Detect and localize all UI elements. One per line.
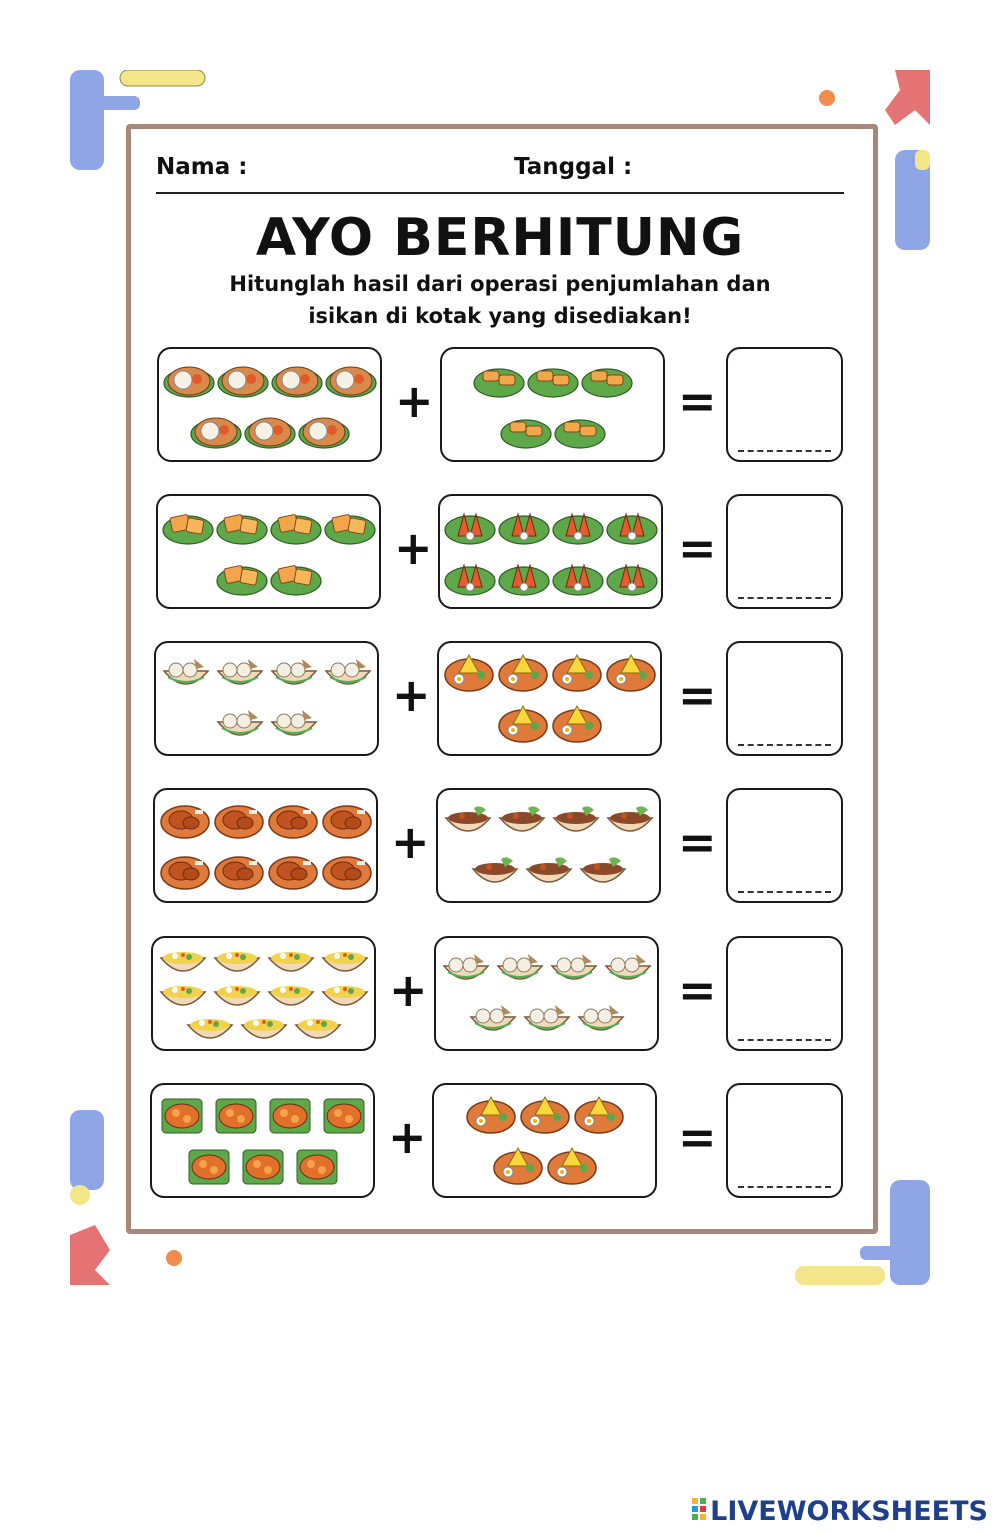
page-title: AYO BERHITUNG (255, 208, 745, 268)
tempe-goreng-icon (270, 506, 322, 546)
row-4-equals-sign: = (678, 815, 717, 869)
ayam-goreng-icon (159, 800, 211, 840)
row-2-equals-sign: = (678, 521, 717, 575)
row-2-plus-sign: + (394, 521, 433, 575)
instruction-line-2: isikan di kotak yang disediakan! (308, 304, 692, 328)
soto-icon (238, 1007, 290, 1047)
udang-goreng-icon (552, 557, 604, 597)
nasi-tumpeng-icon (497, 704, 549, 744)
bakso-icon (214, 704, 266, 744)
row-4-plus-sign: + (391, 815, 430, 869)
gado-gado-icon (318, 1095, 370, 1135)
nasi-tumpeng-icon (492, 1146, 544, 1186)
row-5-equals-sign: = (678, 963, 717, 1017)
gado-gado-icon (183, 1146, 235, 1186)
row-3-equals-sign: = (678, 668, 717, 722)
answer-line (738, 891, 831, 893)
rawon-icon (496, 800, 548, 840)
udang-goreng-icon (498, 557, 550, 597)
ayam-goreng-icon (267, 851, 319, 891)
udang-goreng-icon (606, 506, 658, 546)
answer-line (738, 597, 831, 599)
udang-goreng-icon (552, 506, 604, 546)
bakso-icon (602, 948, 654, 988)
tempe-goreng-icon (216, 557, 268, 597)
row-5-answer-box[interactable] (726, 936, 843, 1051)
row-6-plus-sign: + (388, 1110, 427, 1164)
nasi-uduk-icon (271, 359, 323, 399)
liveworksheets-brand: LIVEWORKSHEETS (710, 1496, 988, 1527)
lemper-icon (554, 410, 606, 450)
header-divider (156, 192, 844, 194)
nasi-uduk-icon (163, 359, 215, 399)
tempe-goreng-icon (324, 506, 376, 546)
nasi-tumpeng-icon (551, 704, 603, 744)
gado-gado-icon (156, 1095, 208, 1135)
bakso-icon (575, 999, 627, 1039)
answer-line (738, 450, 831, 452)
bakso-icon (322, 653, 374, 693)
bakso-icon (548, 948, 600, 988)
bakso-icon (467, 999, 519, 1039)
answer-line (738, 1039, 831, 1041)
rawon-icon (469, 851, 521, 891)
bakso-icon (160, 653, 212, 693)
ayam-goreng-icon (321, 800, 373, 840)
row-1-answer-box[interactable] (726, 347, 843, 462)
bakso-icon (521, 999, 573, 1039)
nasi-uduk-icon (190, 410, 242, 450)
nasi-tumpeng-icon (546, 1146, 598, 1186)
row-5-plus-sign: + (389, 963, 428, 1017)
ayam-goreng-icon (213, 851, 265, 891)
row-6-equals-sign: = (678, 1110, 717, 1164)
nasi-tumpeng-icon (551, 653, 603, 693)
bakso-icon (214, 653, 266, 693)
ayam-goreng-icon (267, 800, 319, 840)
rawon-icon (577, 851, 629, 891)
nasi-tumpeng-icon (497, 653, 549, 693)
row-4-answer-box[interactable] (726, 788, 843, 903)
ayam-goreng-icon (213, 800, 265, 840)
nasi-uduk-icon (244, 410, 296, 450)
ayam-goreng-icon (321, 851, 373, 891)
date-label: Tanggal : (514, 154, 633, 180)
rawon-icon (550, 800, 602, 840)
nasi-uduk-icon (325, 359, 377, 399)
answer-line (738, 744, 831, 746)
row-1-equals-sign: = (678, 374, 717, 428)
lemper-icon (527, 359, 579, 399)
nasi-tumpeng-icon (519, 1095, 571, 1135)
udang-goreng-icon (444, 557, 496, 597)
lemper-icon (581, 359, 633, 399)
row-3-plus-sign: + (392, 668, 431, 722)
nasi-tumpeng-icon (443, 653, 495, 693)
ayam-goreng-icon (159, 851, 211, 891)
nasi-tumpeng-icon (605, 653, 657, 693)
soto-icon (292, 1007, 344, 1047)
gado-gado-icon (264, 1095, 316, 1135)
instruction-line-1: Hitunglah hasil dari operasi penjumlahan dan (229, 272, 771, 296)
row-3-answer-box[interactable] (726, 641, 843, 756)
rawon-icon (442, 800, 494, 840)
tempe-goreng-icon (162, 506, 214, 546)
soto-icon (184, 1007, 236, 1047)
gado-gado-icon (291, 1146, 343, 1186)
row-2-answer-box[interactable] (726, 494, 843, 609)
nasi-tumpeng-icon (573, 1095, 625, 1135)
lemper-icon (500, 410, 552, 450)
udang-goreng-icon (606, 557, 658, 597)
rawon-icon (604, 800, 656, 840)
nasi-uduk-icon (217, 359, 269, 399)
gado-gado-icon (210, 1095, 262, 1135)
bakso-icon (268, 653, 320, 693)
bakso-icon (268, 704, 320, 744)
tempe-goreng-icon (270, 557, 322, 597)
bakso-icon (440, 948, 492, 988)
lemper-icon (473, 359, 525, 399)
answer-line (738, 1186, 831, 1188)
tempe-goreng-icon (216, 506, 268, 546)
row-6-answer-box[interactable] (726, 1083, 843, 1198)
nasi-uduk-icon (298, 410, 350, 450)
udang-goreng-icon (498, 506, 550, 546)
name-label: Nama : (156, 154, 248, 180)
row-1-plus-sign: + (395, 374, 434, 428)
nasi-tumpeng-icon (465, 1095, 517, 1135)
udang-goreng-icon (444, 506, 496, 546)
gado-gado-icon (237, 1146, 289, 1186)
bakso-icon (494, 948, 546, 988)
rawon-icon (523, 851, 575, 891)
